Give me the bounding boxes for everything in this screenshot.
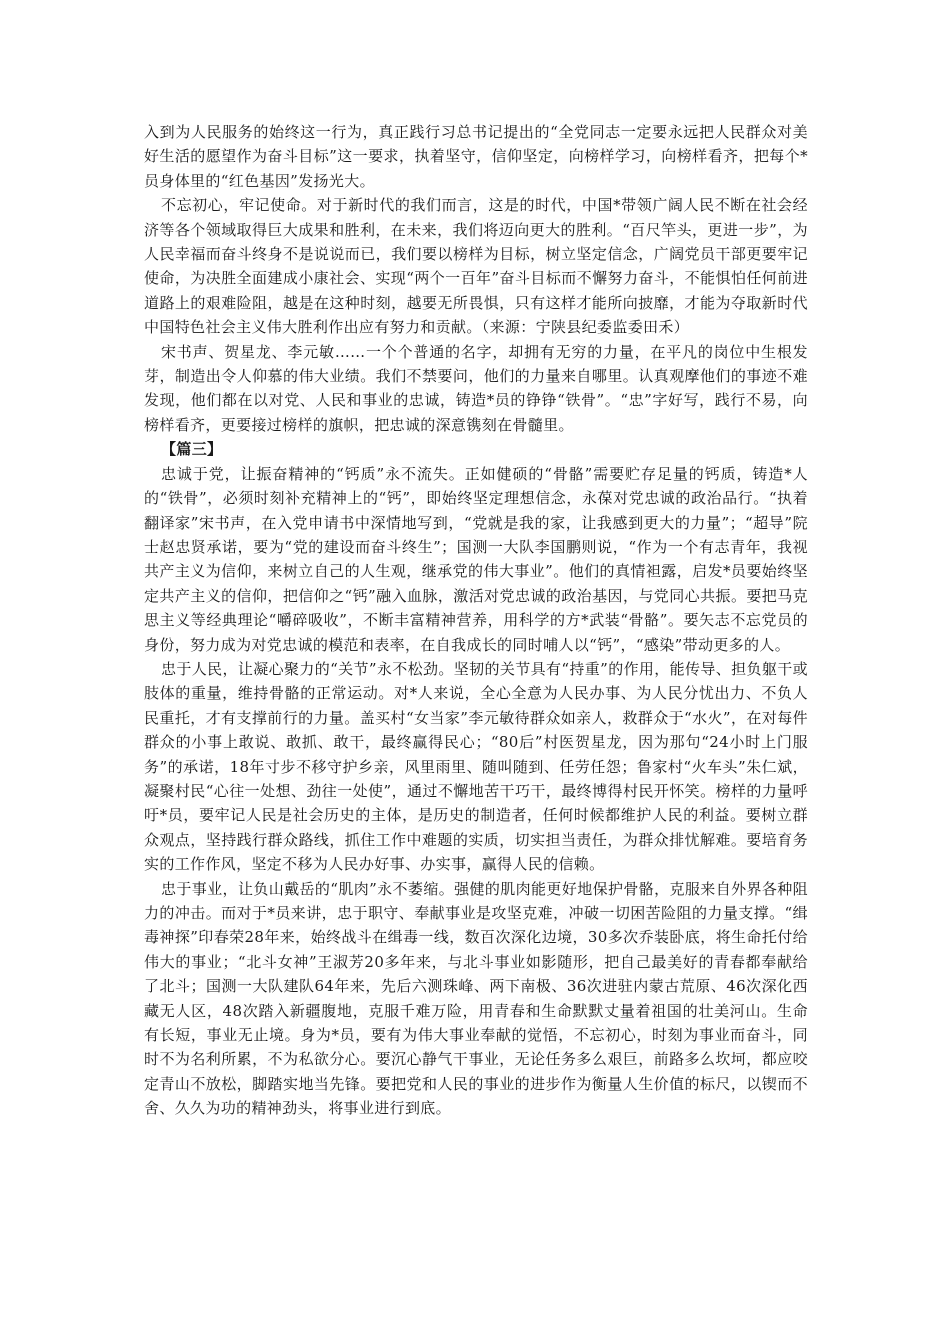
paragraph-loyal-to-party: 忠诚于党，让振奋精神的“钙质”永不流失。正如健硕的“骨骼”需要贮存足量的钙质，铸造*人的“铁骨”，必须时刻补充精神上的“钙”，即始终坚定理想信念，永葆对党忠诚的政治品行。“执着翻译家”宋书声，在入党申请书中深情地写到，“党就是我的家，让我感到更大的力量”；“超导”院士赵忠贤承诺，要为“党的建设而奋斗终生”；国测一大队李国鹏则说，“作为一个有志青年，我视共产主义为信仰，来树立自己的人生观，继承党的伟大事业”。他们的真情袒露，启发*员要始终坚定共产主义的信仰，把信仰之“钙”融入血脉，激活对党忠诚的政治基因，与党同心共振。要把马克思主义等经典理论“嚼碎吸收”，不断丰富精神营养，用科学的方*武装“骨骼”。要矢志不忘党员的身份，努力成为对党忠诚的模范和表率，在自我成长的同时哺人以“钙”，“感染”带动更多的人。: [144, 464, 808, 654]
document-body: [144, 120, 808, 1121]
paragraph-loyal-to-cause: 忠于事业，让负山戴岳的“肌肉”永不萎缩。强健的肌肉能更好地保护骨骼，克服来自外界各种阻力的冲击。而对于*员来讲，忠于职守、奉献事业是攻坚克难，冲破一切困苦险阻的力量支撑。“缉毒神探”印春荣28年来，始终战斗在缉毒一线，数百次深化边境，30多次乔装卧底，将生命托付给伟大的事业；“北斗女神”王淑芳20多年来，与北斗事业如影随形，把自己最美好的青春都奉献给了北斗；国测一大队建队64年来，先后六测珠峰、两下南极、36次进驻内蒙古荒原、46次深化西藏无人区，48次踏入新疆腹地，克服千难万险，用青春和生命默默丈量着祖国的壮美河山。生命有长短，事业无止境。身为*员，要有为伟大事业奉献的觉悟，不忘初心，时刻为事业而奋斗，同时不为名利所累，不为私欲分心。要沉心静气干事业，无论任务多么艰巨，前路多么坎坷，都应咬定青山不放松，脚踏实地当先锋。要把党和人民的事业的进步作为衡量人生价值的标尺，以锲而不舍、久久为功的精神劲头，将事业进行到底。: [144, 879, 808, 1118]
paragraph-continuation: 入到为人民服务的始终这一行为，真正践行习总书记提出的“全党同志一定要永远把人民群众对美好生活的愿望作为奋斗目标”这一要求，执着坚守，信仰坚定，向榜样学习，向榜样看齐，把每个*员身体里的“红色基因”发扬光大。: [144, 123, 808, 190]
paragraph-loyal-to-people: 忠于人民，让凝心聚力的“关节”永不松劲。坚韧的关节具有“持重”的作用，能传导、担负躯干或肢体的重量，维持骨骼的正常运动。对*人来说，全心全意为人民办事、为人民分忧出力、不负人民重托，才有支撑前行的力量。盖买村“女当家”李元敏待群众如亲人，救群众于“水火”，在对每件群众的小事上敢说、敢抓、敢干，最终赢得民心；“80后”村医贺星龙，因为那句“24小时上门服务”的承诺，18年寸步不移守护乡亲，风里雨里、随叫随到、任劳任怨；鲁家村“火车头”朱仁斌，凝聚村民“心往一处想、劲往一处使”，通过不懈地苦干巧干，最终博得村民开怀笑。榜样的力量呼吁*员，要牢记人民是社会历史的主体，是历史的制造者，任何时候都维护人民的利益。要树立群众观点，坚持践行群众路线，抓住工作中难题的实质，切实担当责任，为群众排忧解难。要培育务实的工作作风，坚定不移为人民办好事、办实事，赢得人民的信赖。: [144, 659, 808, 874]
paragraph-role-models: 宋书声、贺星龙、李元敏……一个个普通的名字，却拥有无穷的力量，在平凡的岗位中生根发芽，制造出令人仰慕的伟大业绩。我们不禁要问，他们的力量来自哪里。认真观摩他们的事迹不难发现，他们都在以对党、人民和事业的忠诚，铸造*员的铮铮“铁骨”。“忠”字好写，践行不易，向榜样看齐，更要接过榜样的旗帜，把忠诚的深意镌刻在骨髓里。: [144, 342, 808, 434]
section-heading: 【篇三】: [161, 440, 223, 459]
paragraph-mission: 不忘初心，牢记使命。对于新时代的我们而言，这是的时代，中国*带领广阔人民不断在社会经济等各个领域取得巨大成果和胜利，在未来，我们将迈向更大的胜利。“百尺竿头，更进一步”，为人民幸福而奋斗终身不是说说而已，我们要以榜样为目标，树立坚定信念，广阔党员干部更要牢记使命，为决胜全面建成小康社会、实现“两个一百年”奋斗目标而不懈努力奋斗，不能惧怕任何前进道路上的艰难险阻，越是在这种时刻，越要无所畏惧，只有这样才能所向披靡，才能为夺取新时代中国特色社会主义伟大胜利作出应有努力和贡献。（来源：宁陕县纪委监委田禾）: [144, 196, 808, 337]
